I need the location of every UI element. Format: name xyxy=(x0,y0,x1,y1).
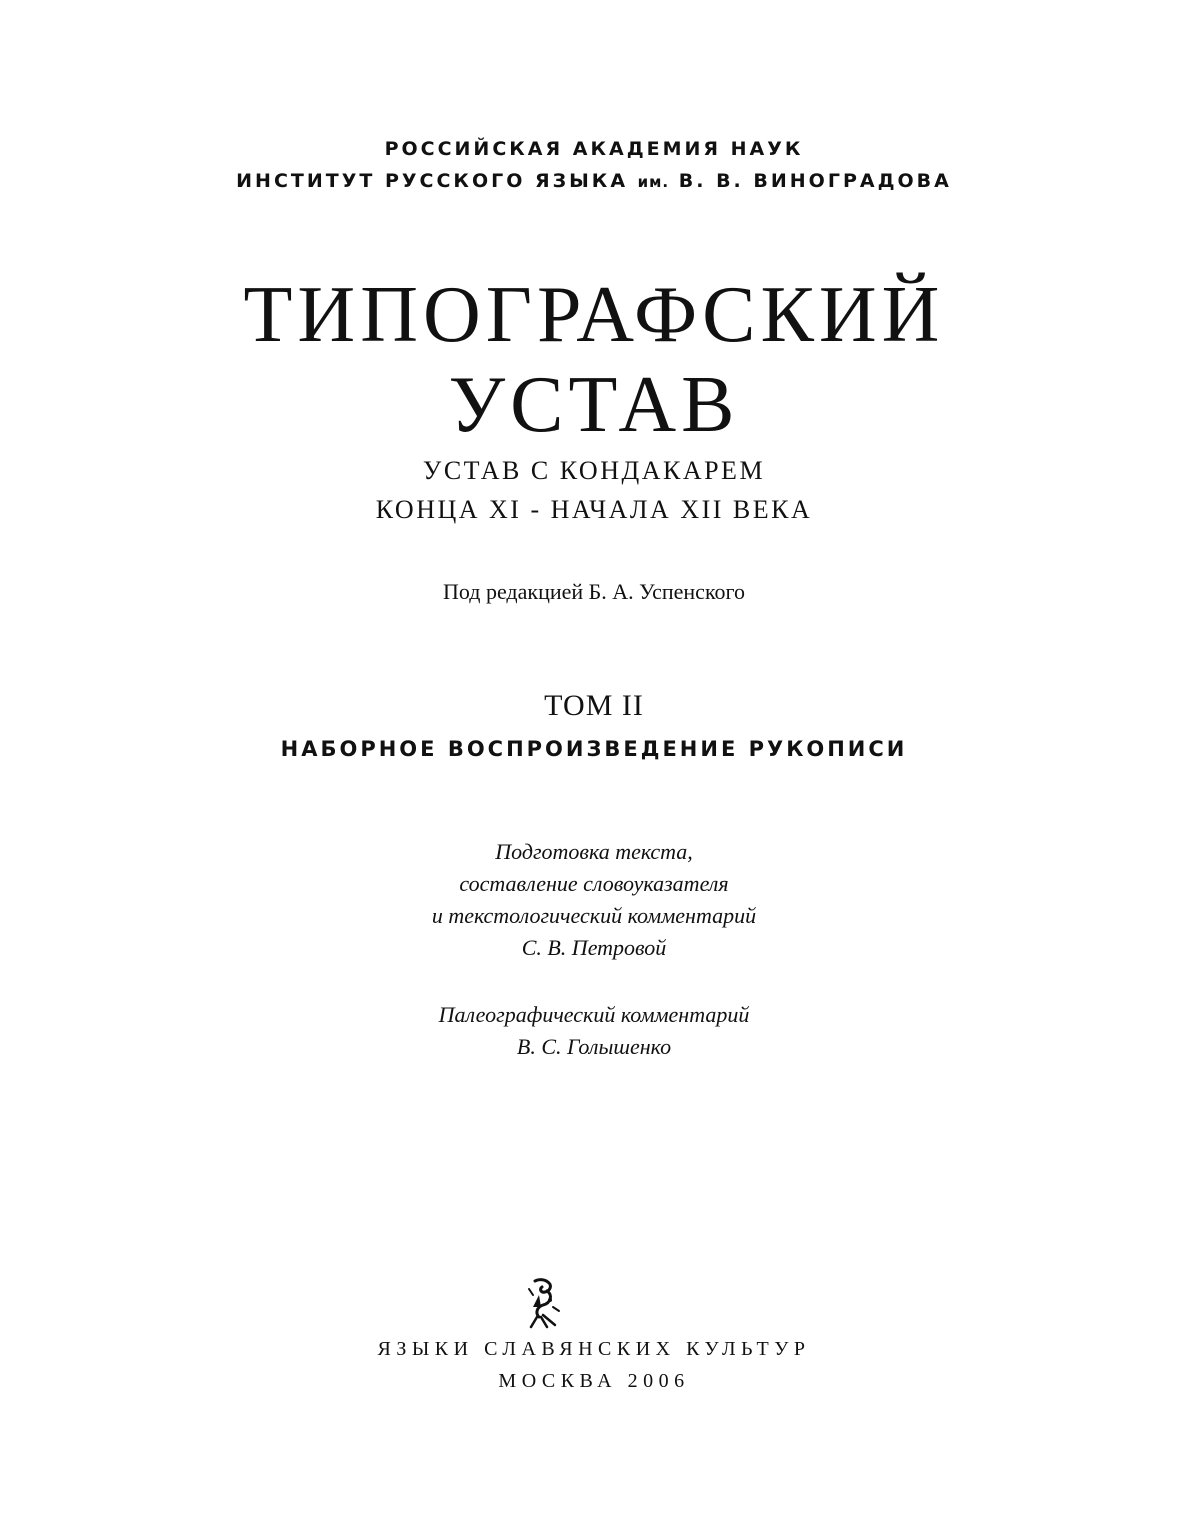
volume-title: НАБОРНОЕ ВОСПРОИЗВЕДЕНИЕ РУКОПИСИ xyxy=(280,737,908,761)
credit-preparation-line-3: и текстологический комментарий xyxy=(431,903,757,928)
institution-line-2 xyxy=(0,170,1188,192)
publisher-emblem-icon xyxy=(523,1277,563,1329)
credit-preparation-author: С. В. Петровой xyxy=(521,935,667,960)
publisher-name: ЯЗЫКИ СЛАВЯНСКИХ КУЛЬТУР xyxy=(377,1338,811,1360)
institute-name: ИНСТИТУТ РУССКОГО ЯЗЫКА xyxy=(236,170,629,192)
credit-paleography-line-1: Палеографический комментарий xyxy=(438,1002,750,1027)
institute-eponym: В. В. ВИНОГРАДОВА xyxy=(678,170,952,192)
institution-line-1 xyxy=(0,138,1188,160)
book-title-line-1: ТИПОГРАФСКИЙ xyxy=(243,271,945,359)
credit-preparation-line-1: Подготовка текста, xyxy=(495,839,693,864)
institute-im: им. xyxy=(637,173,670,191)
editor-credit: Под редакцией Б. А. Успенского xyxy=(443,579,745,604)
publisher-place-year: МОСКВА 2006 xyxy=(498,1370,690,1392)
credit-preparation-line-2: составление словоуказателя xyxy=(459,871,729,896)
credit-paleography-author: В. С. Голышенко xyxy=(516,1034,672,1059)
institution-name: РОССИЙСКАЯ АКАДЕМИЯ НАУК xyxy=(384,138,804,160)
volume-number: ТОМ II xyxy=(544,689,644,722)
book-title-line-2: УСТАВ xyxy=(448,361,740,449)
subtitle-line-1: УСТАВ С КОНДАКАРЕМ xyxy=(422,456,766,485)
subtitle-line-2: КОНЦА XI - НАЧАЛА XII ВЕКА xyxy=(375,495,813,524)
